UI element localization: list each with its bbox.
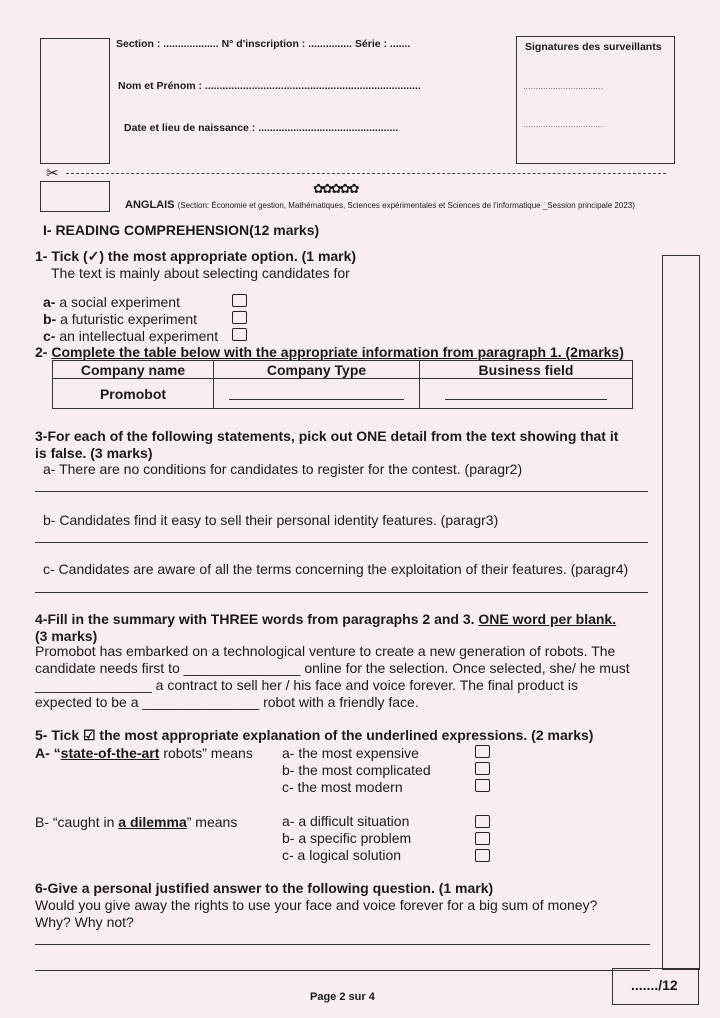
summary-line: _______________ a contract to sell her / his face and voice forever. The final product is: [35, 677, 578, 693]
business-field-blank[interactable]: [420, 379, 633, 409]
signature-line: ................................: [523, 119, 604, 129]
summary-line: expected to be a _______________ robot with a friendly face.: [35, 694, 419, 710]
q5-b-options: [282, 813, 411, 864]
q4-title: 4-Fill in the summary with THREE words from paragraphs 2 and 3. ONE word per blank.: [35, 611, 617, 627]
score: ......./12: [631, 977, 678, 993]
q5-a-options: [282, 745, 431, 796]
q1-stem: The text is mainly about selecting candidates for: [51, 265, 350, 281]
signature-line: ................................: [523, 81, 604, 91]
margin-column: [662, 255, 700, 970]
subject-line: [125, 199, 635, 211]
birth-field: Date et lieu de naissance : ................................................: [124, 122, 399, 134]
answer-line[interactable]: [35, 542, 648, 543]
q3-item-b: b- Candidates find it easy to sell their personal identity features. (paragr3): [43, 512, 499, 528]
q4-summary: [35, 643, 652, 711]
cut-line: [66, 173, 666, 174]
name-field: Nom et Prénom : ..........................................................................: [118, 80, 421, 92]
section-field: Section : ................... N° d'inscription : ............... Série : .......: [116, 38, 411, 50]
q5-a-prompt: A- “state-of-the-art robots” means: [35, 745, 253, 761]
q2-table: [52, 360, 633, 409]
summary-line: candidate needs first to _______________ online for the selection. Once selected, she/ he must: [35, 660, 630, 676]
signatures-title: Signatures des surveillants: [525, 41, 662, 53]
table-cell: Promobot: [53, 379, 214, 409]
option[interactable]: a- the most expensive: [282, 745, 419, 761]
table-header: Company Type: [214, 361, 420, 379]
option[interactable]: c- the most modern: [282, 779, 403, 795]
table-header: Company name: [53, 361, 214, 379]
option[interactable]: b- the most complicated: [282, 762, 431, 778]
code-box-small: [40, 181, 110, 212]
q3-title: 3-For each of the following statements, pick out ONE detail from the text showing that it: [35, 428, 619, 444]
subject: ANGLAIS: [125, 199, 175, 211]
part-title: I- READING COMPREHENSION(12 marks): [43, 222, 320, 238]
checkbox-icon[interactable]: [475, 779, 490, 792]
checkbox-icon[interactable]: [232, 294, 247, 307]
q5-b-prompt: B- “caught in a dilemma” means: [35, 814, 238, 830]
code-box: [40, 38, 110, 164]
option[interactable]: a- a difficult situation: [282, 813, 410, 829]
answer-line[interactable]: [35, 491, 648, 492]
table-header: Business field: [420, 361, 633, 379]
checkbox-icon[interactable]: [232, 328, 247, 341]
q1-option-c[interactable]: c- an intellectual experiment: [43, 328, 219, 344]
checkbox-icon[interactable]: [475, 832, 490, 845]
answer-line[interactable]: [35, 944, 650, 945]
subject-details: (Section: Économie et gestion, Mathématiques, Sciences expérimentales et Sciences de l'informatique _Session principale 2023): [177, 201, 635, 210]
scissors-icon: ✂: [46, 165, 59, 182]
q6-question-2: Why? Why not?: [35, 914, 134, 930]
q3-item-c: c- Candidates are aware of all the terms concerning the exploitation of their features. (paragr4): [43, 561, 629, 577]
checkbox-icon[interactable]: [232, 311, 247, 324]
signatures-box: [516, 36, 675, 164]
company-type-blank[interactable]: [214, 379, 420, 409]
checkbox-icon[interactable]: [475, 762, 490, 775]
option[interactable]: c- a logical solution: [282, 847, 402, 863]
q5-title: 5- Tick ☑ the most appropriate explanation of the underlined expressions. (2 marks): [35, 727, 594, 743]
q4-title-2: (3 marks): [35, 628, 98, 644]
ornament: ✿✿✿✿✿: [313, 181, 358, 196]
score-box: [612, 968, 699, 1005]
checkbox-icon[interactable]: [475, 745, 490, 758]
answer-line[interactable]: [35, 592, 648, 593]
q3-title-2: is false. (3 marks): [35, 445, 153, 461]
q2-title: 2- Complete the table below with the appropriate information from paragraph 1. (2marks): [35, 344, 624, 360]
option[interactable]: b- a specific problem: [282, 830, 412, 846]
summary-line: Promobot has embarked on a technological venture to create a new generation of robots. The: [35, 643, 616, 659]
page-number: Page 2 sur 4: [310, 991, 375, 1003]
checkbox-icon[interactable]: [475, 849, 490, 862]
q1-option-b[interactable]: b- a futuristic experiment: [43, 311, 198, 327]
q6-question: Would you give away the rights to use your face and voice forever for a big sum of money?: [35, 897, 598, 913]
answer-line[interactable]: [35, 970, 650, 971]
q1-option-a[interactable]: a- a social experiment: [43, 294, 180, 310]
q3-item-a: a- There are no conditions for candidates to register for the contest. (paragr2): [43, 461, 523, 477]
checkbox-icon[interactable]: [475, 815, 490, 828]
q1-options: [43, 294, 218, 345]
q1-title: 1- Tick (✓) the most appropriate option. (1 mark): [35, 248, 357, 264]
q6-title: 6-Give a personal justified answer to the following question. (1 mark): [35, 880, 494, 896]
